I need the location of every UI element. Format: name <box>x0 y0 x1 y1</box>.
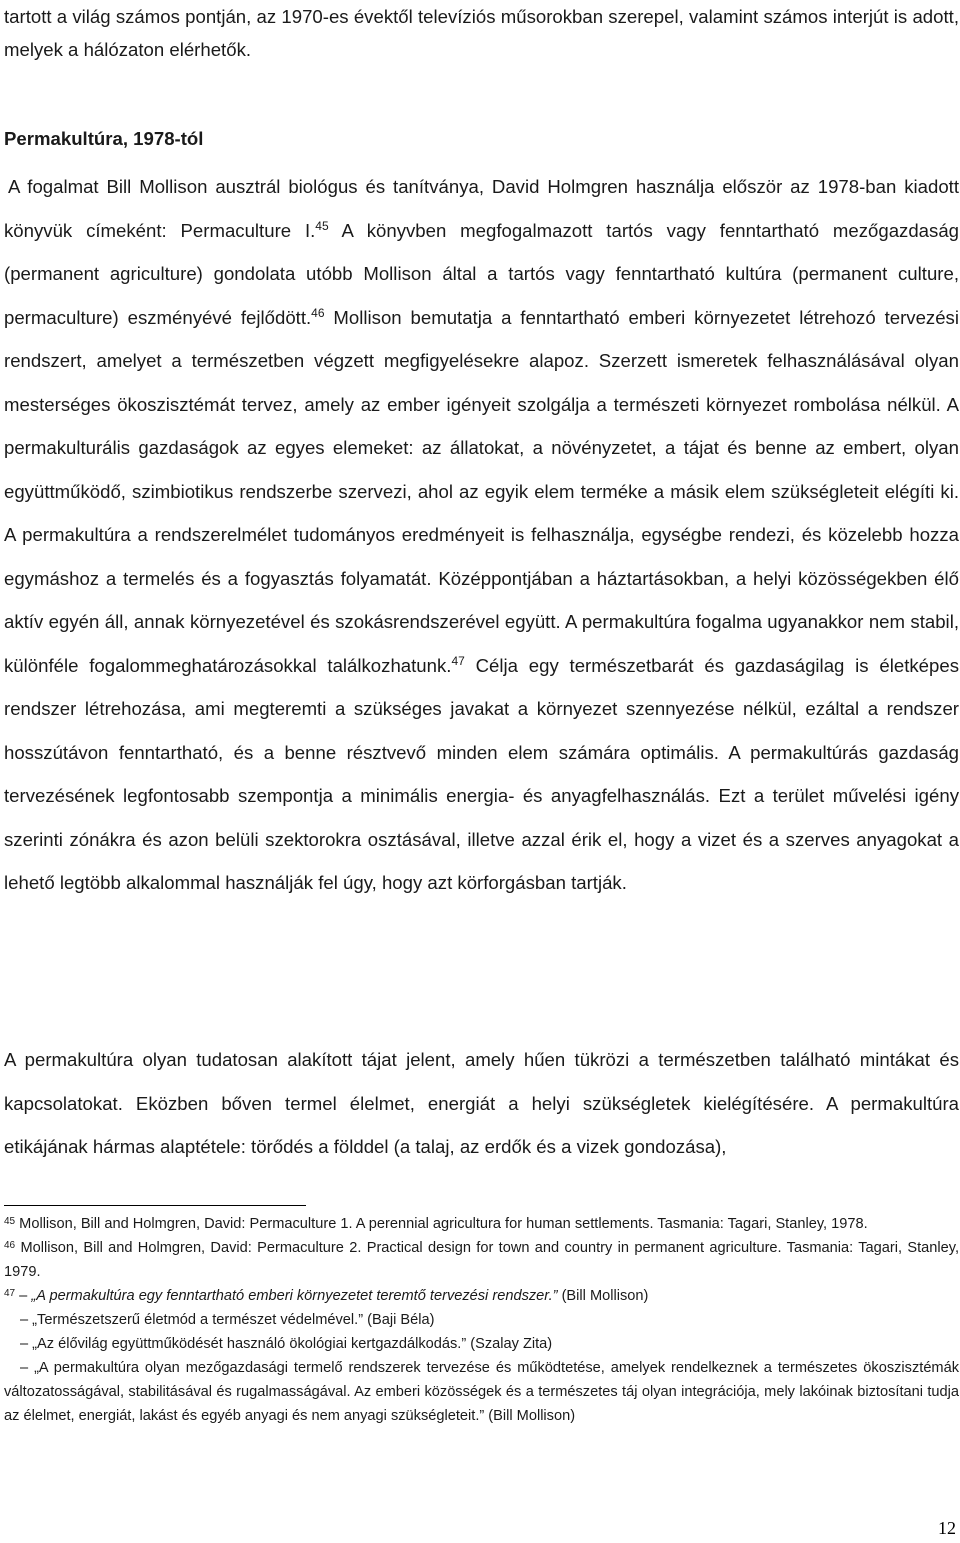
quote-author: (Bill Mollison) <box>484 1408 576 1424</box>
quote-author: (Baji Béla) <box>363 1312 435 1328</box>
footnote-quote: „A permakultúra egy fenntartható emberi környezetet teremtő tervezési rendszer.” <box>31 1288 558 1304</box>
quote-prefix: – <box>20 1336 33 1352</box>
quote-author: (Szalay Zita) <box>466 1336 553 1352</box>
quote-prefix: – <box>20 1312 33 1328</box>
paragraph-text: Mollison bemutatja a fenntartható emberi környezetet létrehozó tervezési rendszert, amelyet a természetben végzett megfigyelésekre alapoz. Szerzett ismeretek felhasználásával olyan mesterséges ökoszisztémát tervez, amely az ember igényeit szolgálja a természeti környezet rombolása nélkül. A permakulturális gazdaságok az egyes elemeket: az állatokat, a növényzetet, a tájat és benne az embert, olyan együttműködő, szimbiotikus rendszerbe szervezi, ahol az egyik elem terméke a másik elem szükségleteit elégíti ki. A permakultúra a rendszerelmélet tudományos eredményeit is felhasználja, egységbe rendezi, és közelebb hozza egymáshoz a termelés és a fogyasztás folyamatát. Középpontjában a háztartásokban, a helyi közösségekben élő aktív egyén áll, annak környezetével és szokásrendszerével együtt. A permakultúra fogalma ugyanakkor nem stabil, különféle fogalommeghatározásokkal találkozhatunk. <box>4 306 959 676</box>
footnote-divider <box>4 1205 306 1206</box>
paragraph-text: A fogalmat Bill Mollison ausztrál biológus és tanítványa, David Holmgren használja először az 1978-ban kiadott könyvük címeként: Permaculture I. <box>4 176 959 241</box>
intro-paragraph <box>4 0 959 66</box>
page-number: 12 <box>938 1518 956 1538</box>
intro-text: tartott a világ számos pontján, az 1970-es évektől televíziós műsorokban szerepel, valamint számos interjút is adott, melyek a hálózaton elérhetők. <box>4 6 959 60</box>
paragraph-text: Célja egy természetbarát és gazdaságilag is életképes rendszer létrehozása, ami megteremti a szükséges javakat a környezet szennyezése nélkül, ezáltal a rendszer hosszútávon fenntartható, és a benne résztvevő minden elem számára optimális. A permakultúrás gazdaság tervezésének legfontosabb szempontja a minimális energia- és anyagfelhasználás. Ezt a terület művelési igény szerinti zónákra és azon belüli szektorokra osztásával, illetve azzal érik el, hogy a vizet és a szerves anyagokat a lehető legtöbb alkalommal használják fel úgy, hogy azt körforgásban tartják. <box>4 654 959 893</box>
footnote-quote-line <box>4 1308 959 1332</box>
footnote-number: 47 <box>4 1288 16 1299</box>
quote-prefix: – <box>20 1360 35 1376</box>
paragraph-text: A könyvben megfogalmazott tartós vagy fenntartható mezőgazdaság (permanent agriculture) gondolata utóbb Mollison által a tartós vagy fenntartható kultúra (permanent culture, permaculture) eszményévé fejlődött. <box>4 219 960 328</box>
footnote-47 <box>4 1284 959 1308</box>
quote-author: (Bill Mollison) <box>557 1288 649 1304</box>
section-heading: Permakultúra, 1978-tól <box>4 128 204 149</box>
footnote-quote: „A permakultúra olyan mezőgazdasági termelő rendszerek tervezése és működtetése, amelyek rendelkeznek a természetes ökoszisztémák változatosságával, stabilitásával és rugalmasságával. Az emberi közösségek és a természetes táj olyan integrációja, mely lakóinak biztosítani tudja az élelmet, energiát, lakást és egyéb anyagi és nem anyagi szükségleteit.” <box>4 1360 959 1424</box>
main-paragraph <box>4 165 959 905</box>
second-paragraph <box>4 1038 959 1169</box>
footnotes <box>4 1212 959 1428</box>
footnote-text: Mollison, Bill and Holmgren, David: Permaculture 1. A perennial agricultura for human settlements. Tasmania: Tagari, Stanley, 1978. <box>15 1216 868 1232</box>
footnote-quote-line <box>4 1356 959 1428</box>
footnote-ref-45[interactable]: 45 <box>315 218 329 233</box>
footnote-ref-46[interactable]: 46 <box>311 305 325 320</box>
footnote-ref-47[interactable]: 47 <box>451 653 465 668</box>
footnote-quote: „Természetszerű életmód a természet védelmével.” <box>32 1312 364 1328</box>
quote-prefix: – <box>15 1288 32 1304</box>
footnote-quote: „Az élővilág együttműködését használó ökológiai kertgazdálkodás.” <box>32 1336 467 1352</box>
footnote-number: 45 <box>4 1216 16 1227</box>
paragraph-text: A permakultúra olyan tudatosan alakított tájat jelent, amely hűen tükrözi a természetben található mintákat és kapcsolatokat. Eközben bőven termel élelmet, energiát a helyi szükségletek kielégítésére. A permakultúra etikájának hármas alaptétele: törődés a földdel (a talaj, az erdők és a vizek gondozása), <box>4 1049 959 1157</box>
footnote-text: Mollison, Bill and Holmgren, David: Permaculture 2. Practical design for town and country in permanent agriculture. Tasmania: Tagari, Stanley, 1979. <box>4 1240 959 1280</box>
footnote-45 <box>4 1212 959 1236</box>
footnote-number: 46 <box>4 1240 16 1251</box>
footnote-quote-line <box>4 1332 959 1356</box>
footnote-46 <box>4 1236 959 1284</box>
